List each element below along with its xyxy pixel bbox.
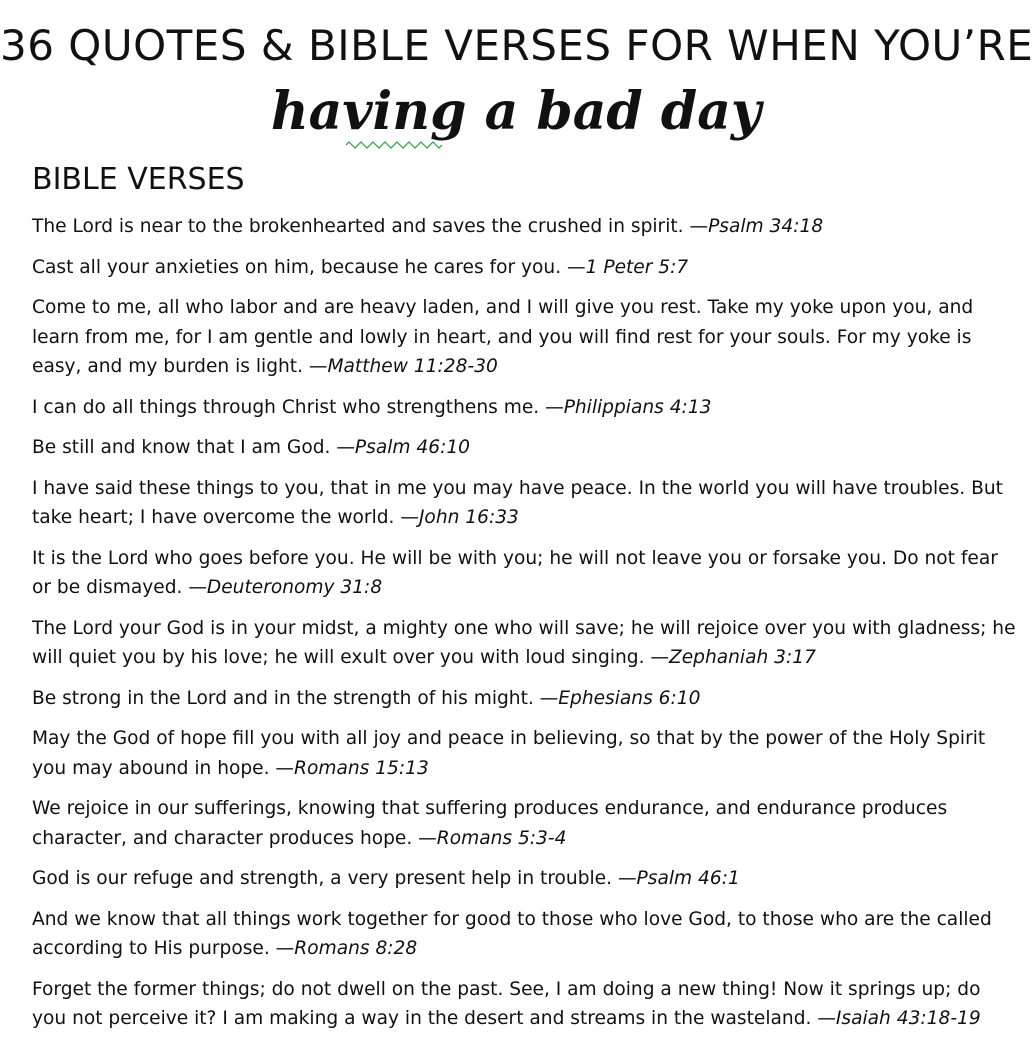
verse-reference: Isaiah 43:18-19 bbox=[835, 1008, 981, 1029]
page-title: 36 QUOTES & BIBLE VERSES FOR WHEN YOU’RE bbox=[0, 21, 1033, 70]
verse-reference: Zephaniah 3:17 bbox=[668, 647, 816, 668]
verse-item bbox=[32, 614, 1017, 673]
verse-text: We rejoice in our sufferings, knowing that suffering produces endurance, and endurance produces character, and character produces hope. — bbox=[32, 798, 948, 849]
verse-reference: Ephesians 6:10 bbox=[558, 687, 701, 709]
verse-reference: John 16:33 bbox=[418, 507, 519, 528]
verse-text: Be strong in the Lord and in the strength of his might. — bbox=[32, 687, 559, 709]
verse-item bbox=[32, 212, 1017, 242]
verse-item bbox=[32, 684, 1017, 714]
verse-text: Cast all your anxieties on him, because he cares for you. — bbox=[32, 256, 586, 278]
verse-text: And we know that all things work together for good to those who love God, to those who are the called according to His purpose. — bbox=[32, 908, 992, 959]
verse-item bbox=[32, 474, 1017, 533]
spellcheck-underline bbox=[346, 142, 444, 148]
verse-reference: Philippians 4:13 bbox=[563, 396, 712, 418]
verse-reference: Romans 5:3-4 bbox=[436, 827, 567, 849]
verse-item bbox=[32, 975, 1017, 1034]
verse-reference: Matthew 11:28-30 bbox=[327, 356, 498, 377]
verse-item bbox=[32, 293, 1017, 382]
verse-text: The Lord your God is in your midst, a mighty one who will save; he will rejoice over you with gladness; he will quiet you by his love; he will exult over you with loud singing. — bbox=[32, 617, 1016, 668]
verse-item bbox=[32, 393, 1017, 423]
verse-item bbox=[32, 794, 1017, 853]
verse-text: I can do all things through Christ who strengthens me. — bbox=[32, 396, 564, 418]
verse-reference: 1 Peter 5:7 bbox=[585, 256, 689, 278]
section-heading: BIBLE VERSES bbox=[32, 162, 245, 197]
verse-text: It is the Lord who goes before you. He will be with you; he will not leave you or forsake you. Do not fear or be dismayed. — bbox=[32, 547, 998, 598]
verse-item bbox=[32, 724, 1017, 783]
verse-item bbox=[32, 433, 1017, 463]
verse-text: I have said these things to you, that in me you may have peace. In the world you will have troubles. But take heart; I have overcome the world. — bbox=[32, 477, 1003, 528]
verse-text: Be still and know that I am God. — bbox=[32, 437, 355, 458]
verse-item bbox=[32, 544, 1017, 603]
verse-list bbox=[32, 212, 1017, 1045]
verse-text: May the God of hope fill you with all joy and peace in believing, so that by the power of the Holy Spirit you may abound in hope. — bbox=[32, 728, 986, 779]
verse-reference: Deuteronomy 31:8 bbox=[206, 577, 383, 598]
verse-item bbox=[32, 905, 1017, 964]
verse-item bbox=[32, 253, 1017, 283]
verse-reference: Romans 15:13 bbox=[294, 757, 429, 779]
verse-item bbox=[32, 864, 1017, 894]
verse-text: The Lord is near to the brokenhearted and saves the crushed in spirit. — bbox=[32, 216, 709, 237]
page-subtitle-script: having a bad day bbox=[270, 81, 762, 142]
verse-text: Come to me, all who labor and are heavy laden, and I will give you rest. Take my yoke upon you, and learn from me, for I am gentle and lowly in heart, and you will find rest for your souls. For my yoke is easy, and my burden is light. — bbox=[32, 297, 974, 377]
verse-text: God is our refuge and strength, a very present help in trouble. — bbox=[32, 868, 637, 889]
verse-text: Forget the former things; do not dwell on the past. See, I am doing a new thing! Now it springs up; do you not perceive it? I am making a way in the desert and streams in the wasteland. — bbox=[32, 978, 981, 1029]
verse-reference: Romans 8:28 bbox=[294, 938, 418, 959]
verse-reference: Psalm 46:10 bbox=[354, 437, 470, 458]
verse-reference: Psalm 46:1 bbox=[636, 868, 740, 889]
verse-reference: Psalm 34:18 bbox=[708, 216, 824, 237]
